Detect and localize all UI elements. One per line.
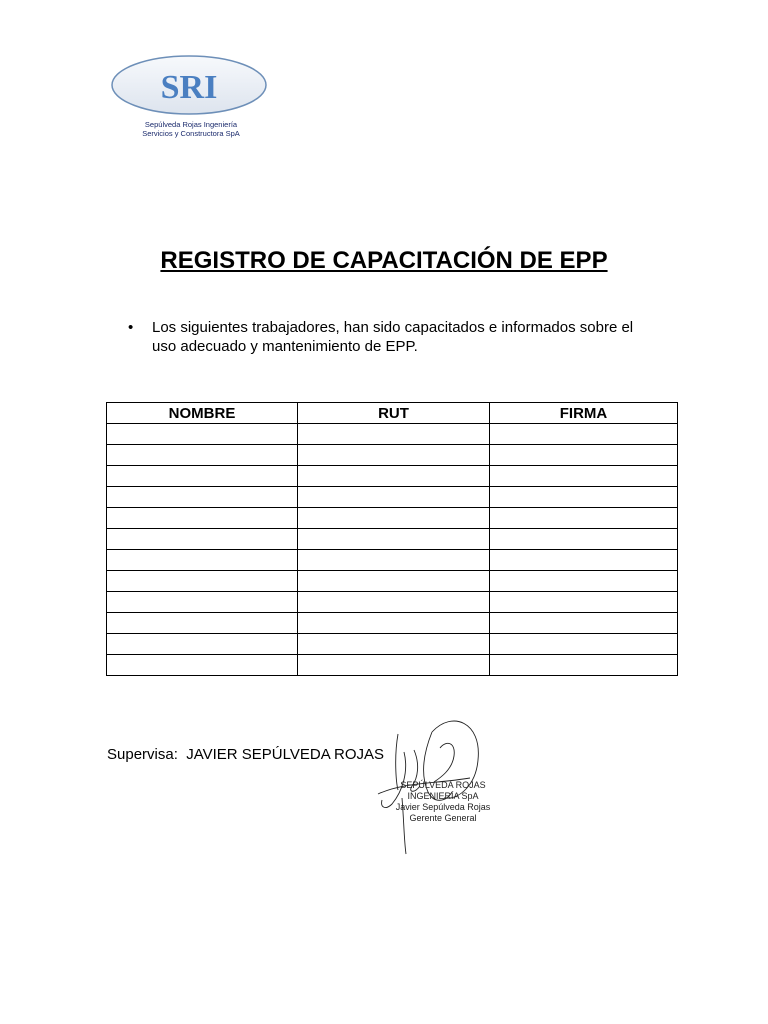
header-firma: FIRMA bbox=[490, 403, 678, 424]
firma-cell bbox=[490, 571, 678, 592]
header-nombre: NOMBRE bbox=[107, 403, 298, 424]
firma-cell bbox=[490, 424, 678, 445]
table-row bbox=[107, 634, 678, 655]
nombre-cell bbox=[107, 634, 298, 655]
nombre-cell bbox=[107, 424, 298, 445]
stamp-role: Gerente General bbox=[409, 813, 477, 823]
rut-cell bbox=[298, 424, 490, 445]
table-header-row bbox=[107, 403, 678, 424]
firma-cell bbox=[490, 466, 678, 487]
supervisor-label: Supervisa: bbox=[107, 746, 178, 763]
rut-cell bbox=[298, 487, 490, 508]
table-row bbox=[107, 487, 678, 508]
table-row bbox=[107, 571, 678, 592]
nombre-cell bbox=[107, 466, 298, 487]
logo-ellipse-graphic bbox=[106, 52, 276, 122]
table-row bbox=[107, 424, 678, 445]
rut-cell bbox=[298, 508, 490, 529]
firma-cell bbox=[490, 634, 678, 655]
company-logo bbox=[106, 52, 276, 144]
nombre-cell bbox=[107, 655, 298, 676]
bullet-icon: • bbox=[128, 319, 134, 336]
table-row bbox=[107, 613, 678, 634]
nombre-cell bbox=[107, 508, 298, 529]
table-row bbox=[107, 445, 678, 466]
rut-cell bbox=[298, 613, 490, 634]
firma-cell bbox=[490, 613, 678, 634]
stamp-person: Javier Sepúlveda Rojas bbox=[395, 802, 491, 812]
table-row bbox=[107, 655, 678, 676]
nombre-cell bbox=[107, 550, 298, 571]
intro-text: Los siguientes trabajadores, han sido capacitados e informados sobre el uso adecuado y mantenimiento de EPP. bbox=[152, 319, 634, 355]
logo-text: SRI bbox=[160, 69, 218, 106]
nombre-cell bbox=[107, 571, 298, 592]
table-row bbox=[107, 466, 678, 487]
rut-cell bbox=[298, 529, 490, 550]
supervisor-line bbox=[107, 746, 384, 763]
nombre-cell bbox=[107, 592, 298, 613]
table-row bbox=[107, 550, 678, 571]
nombre-cell bbox=[107, 445, 298, 466]
firma-cell bbox=[490, 487, 678, 508]
nombre-cell bbox=[107, 529, 298, 550]
logo-subtitle-2: Servicios y Constructora SpA bbox=[142, 129, 240, 138]
rut-cell bbox=[298, 634, 490, 655]
firma-cell bbox=[490, 550, 678, 571]
nombre-cell bbox=[107, 613, 298, 634]
firma-cell bbox=[490, 655, 678, 676]
firma-cell bbox=[490, 592, 678, 613]
table-row bbox=[107, 592, 678, 613]
rut-cell bbox=[298, 550, 490, 571]
rut-cell bbox=[298, 445, 490, 466]
table-row bbox=[107, 508, 678, 529]
table-row bbox=[107, 529, 678, 550]
firma-cell bbox=[490, 508, 678, 529]
rut-cell bbox=[298, 592, 490, 613]
signature-stamp bbox=[388, 780, 498, 824]
nombre-cell bbox=[107, 487, 298, 508]
firma-cell bbox=[490, 529, 678, 550]
rut-cell bbox=[298, 655, 490, 676]
header-rut: RUT bbox=[298, 403, 490, 424]
firma-cell bbox=[490, 445, 678, 466]
stamp-company: SEPÚLVEDA ROJAS INGENIERÍA SpA bbox=[400, 780, 486, 801]
registration-table bbox=[106, 402, 678, 676]
rut-cell bbox=[298, 571, 490, 592]
document-title: REGISTRO DE CAPACITACIÓN DE EPP bbox=[160, 247, 608, 274]
logo-subtitle-1: Sepúlveda Rojas Ingeniería bbox=[144, 120, 238, 129]
rut-cell bbox=[298, 466, 490, 487]
supervisor-name: JAVIER SEPÚLVEDA ROJAS bbox=[186, 746, 385, 763]
